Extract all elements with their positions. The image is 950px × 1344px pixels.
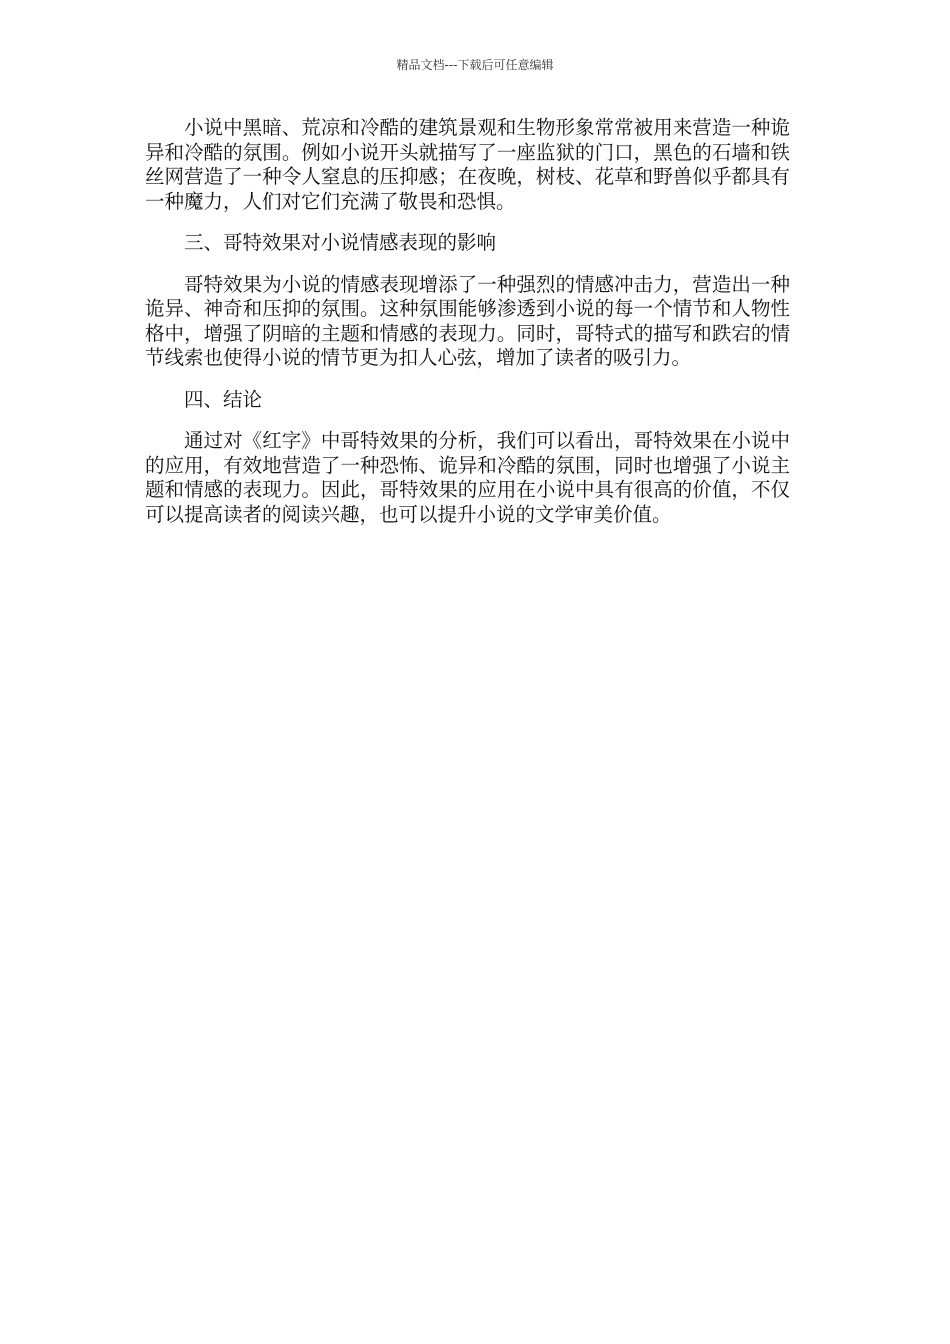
paragraph-architecture-imagery: 小说中黑暗、荒凉和冷酷的建筑景观和生物形象常常被用来营造一种诡异和冷酷的氛围。例如小说开头就描写了一座监狱的门口，黑色的石墙和铁丝网营造了一种令人窒息的压抑感；在夜晚，树枝、花草和野兽似乎都具有一种魔力，人们对它们充满了敬畏和恐惧。 xyxy=(145,116,790,213)
document-body xyxy=(145,116,790,527)
section-heading-emotional-impact: 三、哥特效果对小说情感表现的影响 xyxy=(184,231,497,254)
paragraph-emotional-impact: 哥特效果为小说的情感表现增添了一种强烈的情感冲击力，营造出一种诡异、神奇和压抑的氛围。这种氛围能够渗透到小说的每一个情节和人物性格中，增强了阴暗的主题和情感的表现力。同时，哥特式的描写和跌宕的情节线索也使得小说的情节更为扣人心弦，增加了读者的吸引力。 xyxy=(145,272,790,369)
page-header: 精品文档---下载后可任意编辑 xyxy=(396,58,554,72)
section-heading-conclusion: 四、结论 xyxy=(184,387,263,411)
paragraph-conclusion: 通过对《红字》中哥特效果的分析，我们可以看出，哥特效果在小说中的应用，有效地营造了一种恐怖、诡异和冷酷的氛围，同时也增强了小说主题和情感的表现力。因此，哥特效果的应用在小说中具有很高的价值，不仅可以提高读者的阅读兴趣，也可以提升小说的文学审美价值。 xyxy=(145,429,790,526)
